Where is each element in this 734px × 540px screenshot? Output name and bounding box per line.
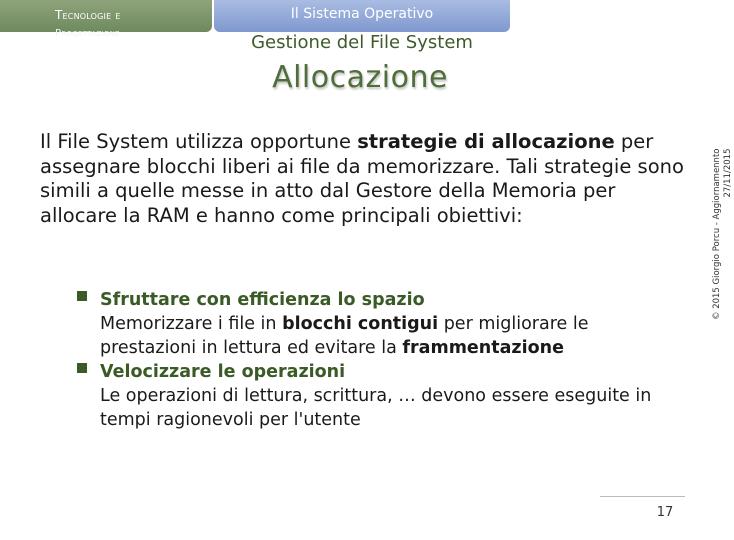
course-name-line2: Progettazione — [55, 28, 120, 39]
list-item — [77, 360, 677, 432]
course-name-line1: Tecnologie e — [55, 8, 121, 22]
bullet-body-bold-1: blocchi contigui — [282, 314, 439, 334]
square-bullet-icon — [77, 363, 87, 373]
intro-text-1: Il File System utilizza opportune — [40, 130, 358, 153]
bullet-body: Le operazioni di lettura, scrittura, … devono essere eseguite in tempi ragionevoli per l'utente — [100, 386, 652, 430]
footer-divider — [600, 496, 685, 497]
section-title: Gestione del File System — [251, 32, 473, 53]
slide-title: Allocazione — [272, 60, 448, 95]
square-bullet-icon — [77, 291, 87, 301]
copyright-note — [712, 149, 734, 320]
bullet-body — [100, 312, 677, 360]
copyright-line-2: 27/11/2015 — [723, 148, 733, 198]
copyright-line-1: © 2015 Giorgio Porcu - Aggiornamennto — [712, 148, 722, 320]
bullet-title: Velocizzare le operazioni — [100, 362, 346, 382]
subject-tab — [214, 0, 510, 32]
intro-bold-term: strategie di allocazione — [357, 130, 615, 153]
objectives-list — [77, 288, 677, 432]
page-number: 17 — [656, 505, 674, 520]
bullet-body-bold-2: frammentazione — [402, 338, 564, 358]
bullet-body-text-a: Memorizzare i file in — [100, 314, 283, 334]
intro-paragraph — [40, 130, 690, 228]
subject-title: Il Sistema Operativo — [290, 6, 434, 22]
intro-text-2: per assegnare blocchi liberi ai file da memorizzare. Tali strategie sono simili a quelle messe in atto dal Gestore della Memoria per allocare la RAM e hanno come principali obiettivi: — [40, 130, 684, 227]
list-item — [77, 288, 677, 360]
bullet-body-text-b: per migliorare le prestazioni in lettura ed evitare la — [100, 314, 589, 358]
bullet-title: Sfruttare con efficienza lo spazio — [100, 290, 425, 310]
